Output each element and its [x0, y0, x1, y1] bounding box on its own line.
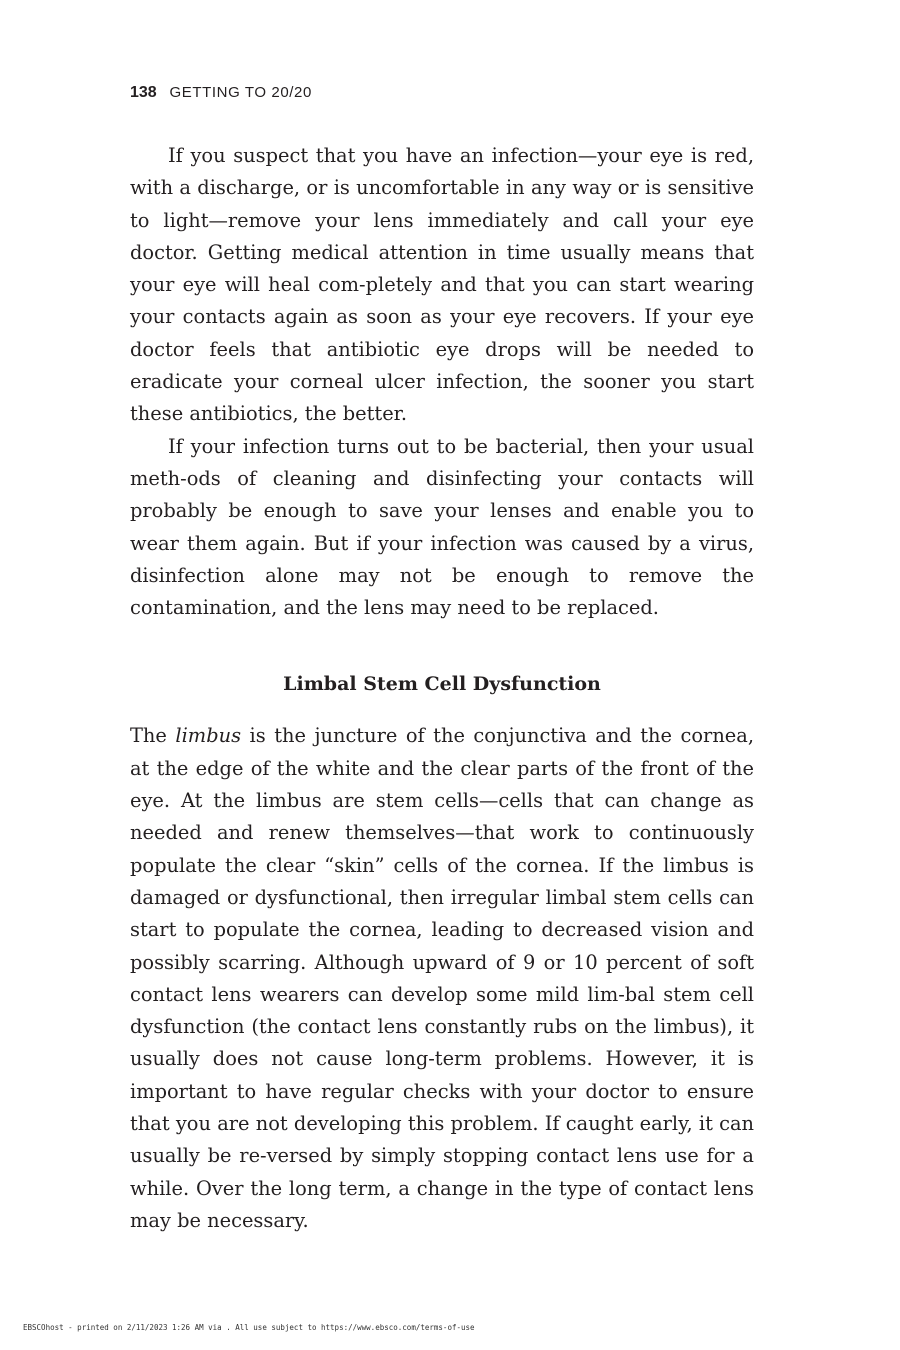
limbus-rest: is the juncture of the conjunctiva and the cornea, at the edge of the white and the clear parts of the front of the eye. At the limbus are stem cells—cells that can change as needed and renew themselves—that work to continuously populate the clear “skin” cells of the cornea. If the limbus is damaged or dysfunctional, then irregular limbal stem cells can start to populate the cornea, leading to decreased vision and possibly scarring. Although upward of 9 or 10 percent of soft contact lens wearers can develop some mild lim-bal stem cell dysfunction (the contact lens constantly rubs on the limbus), it usually does not cause long-term problems. However, it is important to have regular checks with your doctor to ensure that you are not developing this problem. If caught early, it can usually be re-versed by simply stopping contact lens use for a while. Over the long term, a change in the type of contact lens may be necessary. — [130, 724, 755, 1232]
section-heading: Limbal Stem Cell Dysfunction — [283, 673, 601, 696]
running-title: GETTING TO 20/20 — [169, 84, 312, 101]
paragraph-infection-suspect: If you suspect that you have an infection—your eye is red, with a discharge, or is uncomfortable in any way or is sensitive to light—remove your lens immediately and call your eye doctor. Getting medical attention in time usually means that your eye will heal com-pletely and that you can start wearing your contacts again as soon as your eye recovers. If your eye doctor feels that antibiotic eye drops will be needed to eradicate your corneal ulcer infection, the sooner you start these antibiotics, the better. — [130, 144, 754, 426]
page-number: 138 — [130, 84, 157, 101]
page-header — [130, 84, 312, 102]
page-body — [130, 140, 754, 1237]
paragraph-infection-type: If your infection turns out to be bacterial, then your usual meth-ods of cleaning and disinfecting your contacts will probably be enough to save your lenses and enable you to wear them again. But if your infection was caused by a virus, disinfection alone may not be enough to remove the contamination, and the lens may need to be replaced. — [130, 434, 754, 620]
limbus-lead: The — [130, 724, 176, 748]
paragraph-limbus — [130, 720, 754, 1237]
limbus-term: limbus — [175, 724, 242, 748]
print-footer: EBSCOhost - printed on 2/11/2023 1:26 AM via . All use subject to https://www.ebsco.com/terms-of-use — [23, 1323, 475, 1332]
